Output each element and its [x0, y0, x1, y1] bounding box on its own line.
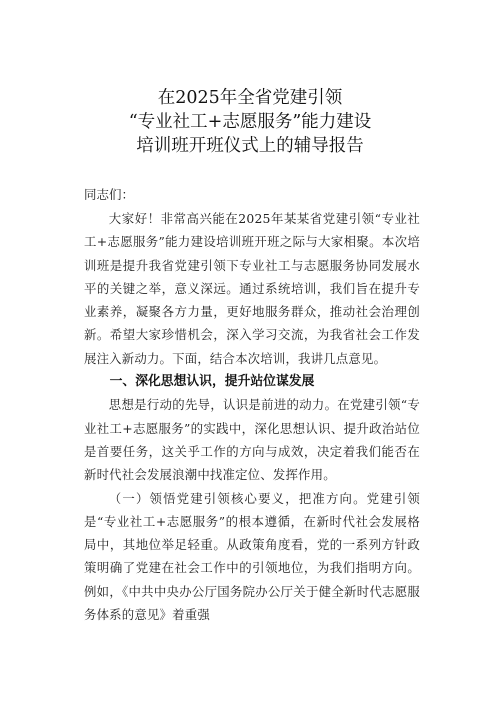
section-paragraph-2: （一）领悟党建引领核心要义，把准方向。党建引领是“专业社工+志愿服务”的根本遵循，在新时代社会发展格局中，其地位举足轻重。从政策角度看，党的一系列方针政策明确了党建在社会工作中的引领地位，为我们指明方向。例如，《中共中央办公厅国务院办公厅关于健全新时代志愿服务体系的意见》着重强: [84, 490, 420, 623]
document-body: [84, 183, 420, 626]
salutation: 同志们：: [84, 187, 135, 202]
section-heading: 一、深化思想认识，提升站位谋发展: [109, 374, 315, 390]
opening-paragraph: 大家好！非常高兴能在2025年某某省党建引领“专业社工+志愿服务”能力建设培训班开班之际与大家相聚。本次培训班是提升我省党建引领下专业社工与志愿服务协同发展水平的关键之举，意义深远。通过系统培训，我们旨在提升专业素养，凝聚各方力量，更好地服务群众，推动社会治理创新。希望大家珍惜机会，深入学习交流，为我省社会工作发展注入新动力。下面，结合本次培训，我讲几点意见。: [84, 211, 420, 366]
document-title: [0, 86, 500, 158]
title-line-2: “专业社工+志愿服务”能力建设: [128, 112, 372, 132]
title-line-3: 培训班开班仪式上的辅导报告: [136, 136, 364, 156]
title-line-1: 在2025年全省党建引领: [157, 88, 343, 108]
section-paragraph-1: 思想是行动的先导，认识是前进的动力。在党建引领“专业社工+志愿服务”的实践中，深化思想认识、提升政治站位是首要任务，这关乎工作的方向与成效，决定着我们能否在新时代社会发展浪潮中找准定位、发挥作用。: [84, 397, 420, 483]
